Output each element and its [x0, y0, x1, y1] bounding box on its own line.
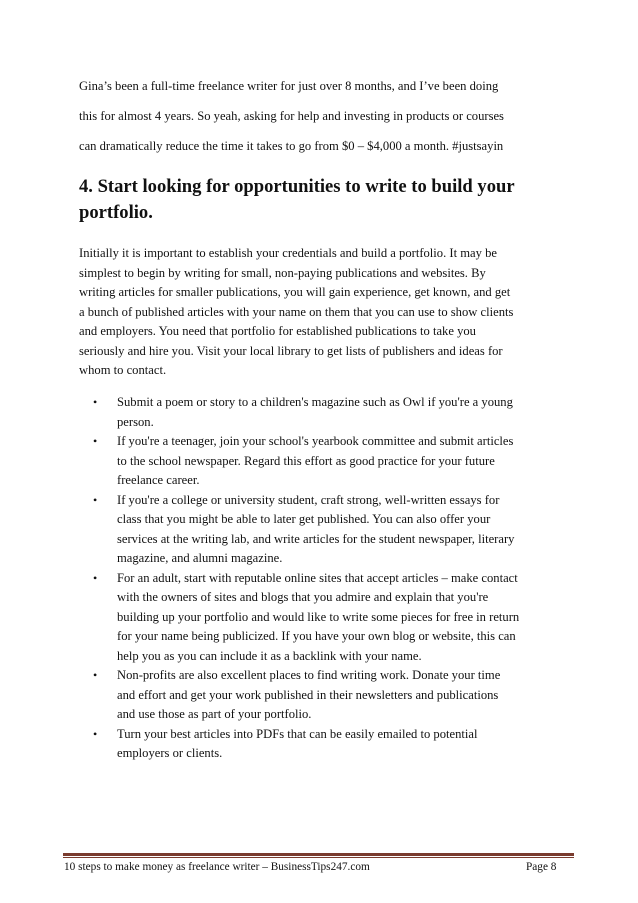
- body-paragraph: [79, 244, 569, 381]
- list-item-line: magazine, and alumni magazine.: [117, 551, 283, 565]
- footer-divider-thin: [63, 857, 574, 858]
- list-item: [79, 432, 569, 491]
- bullet-list: [79, 393, 569, 764]
- page-number: Page 8: [526, 861, 557, 873]
- list-item-line: building up your portfolio and would like to write some pieces for free in return: [117, 609, 520, 624]
- paragraph-line: simplest to begin by writing for small, non-paying publications and websites. By: [79, 265, 486, 280]
- bullet-icon: •: [93, 492, 98, 507]
- list-item-line: For an adult, start with reputable online sites that accept articles – make contact: [117, 570, 518, 585]
- heading-line: portfolio.: [79, 202, 153, 223]
- bullet-icon: •: [93, 434, 98, 448]
- list-item-line: and use those as part of your portfolio.: [117, 707, 312, 721]
- list-item-line: to the school newspaper. Regard this effort as good practice for your future: [117, 453, 495, 468]
- heading-line: 4. Start looking for opportunities to write to build your: [79, 176, 515, 197]
- list-item: [79, 491, 569, 569]
- intro-line: can dramatically reduce the time it takes to go from $0 – $4,000 a month. #justsayin: [79, 139, 504, 153]
- paragraph-line: seriously and hire you. Visit your local library to get lists of publishers and ideas for: [79, 343, 503, 358]
- list-item-line: with the owners of sites and blogs that you admire and explain that you're: [117, 590, 489, 604]
- intro-line: Gina’s been a full-time freelance writer for just over 8 months, and I’ve been doing: [79, 79, 499, 93]
- list-item-line: Non-profits are also excellent places to find writing work. Donate your time: [117, 668, 501, 682]
- list-item: [79, 393, 569, 432]
- paragraph-line: writing articles for smaller publications, you will gain experience, get known, and get: [79, 285, 511, 299]
- list-item-line: help you as you can include it as a backlink with your name.: [117, 648, 422, 663]
- list-item-line: If you're a college or university student, craft strong, well-written essays for: [117, 492, 500, 507]
- bullet-icon: •: [93, 570, 98, 585]
- list-item-line: for your name being publicized. If you have your own blog or website, this can: [117, 629, 516, 643]
- paragraph-line: whom to contact.: [79, 363, 167, 377]
- section-heading: [79, 174, 569, 226]
- list-item-line: person.: [117, 414, 154, 429]
- list-item-line: class that you might be able to later get published. You can also offer your: [117, 512, 491, 526]
- list-item-line: Submit a poem or story to a children's magazine such as Owl if you're a young: [117, 395, 513, 409]
- footer-divider: [63, 853, 574, 856]
- list-item-line: freelance career.: [117, 473, 200, 487]
- bullet-icon: •: [93, 726, 98, 741]
- list-item-line: Turn your best articles into PDFs that can be easily emailed to potential: [117, 726, 478, 741]
- list-item: [79, 569, 569, 667]
- footer-title: 10 steps to make money as freelance writer – BusinessTips247.com: [64, 861, 370, 873]
- list-item: [79, 725, 569, 764]
- list-item-line: employers or clients.: [117, 746, 223, 760]
- intro-line: this for almost 4 years. So yeah, asking for help and investing in products or courses: [79, 109, 504, 123]
- bullet-icon: •: [93, 395, 98, 409]
- paragraph-line: a bunch of published articles with your name on them that you can use to show clients: [79, 304, 514, 319]
- bullet-icon: •: [93, 668, 98, 682]
- list-item-line: If you're a teenager, join your school's yearbook committee and submit articles: [117, 434, 514, 448]
- list-item: [79, 666, 569, 725]
- paragraph-line: Initially it is important to establish your credentials and build a portfolio. It may be: [79, 246, 497, 260]
- paragraph-line: and employers. You need that portfolio for established publications to take you: [79, 324, 476, 338]
- list-item-line: and effort and get your work published in their newsletters and publications: [117, 687, 499, 702]
- list-item-line: services at the writing lab, and write articles for the student newspaper, literary: [117, 531, 515, 546]
- intro-paragraph: [79, 71, 569, 161]
